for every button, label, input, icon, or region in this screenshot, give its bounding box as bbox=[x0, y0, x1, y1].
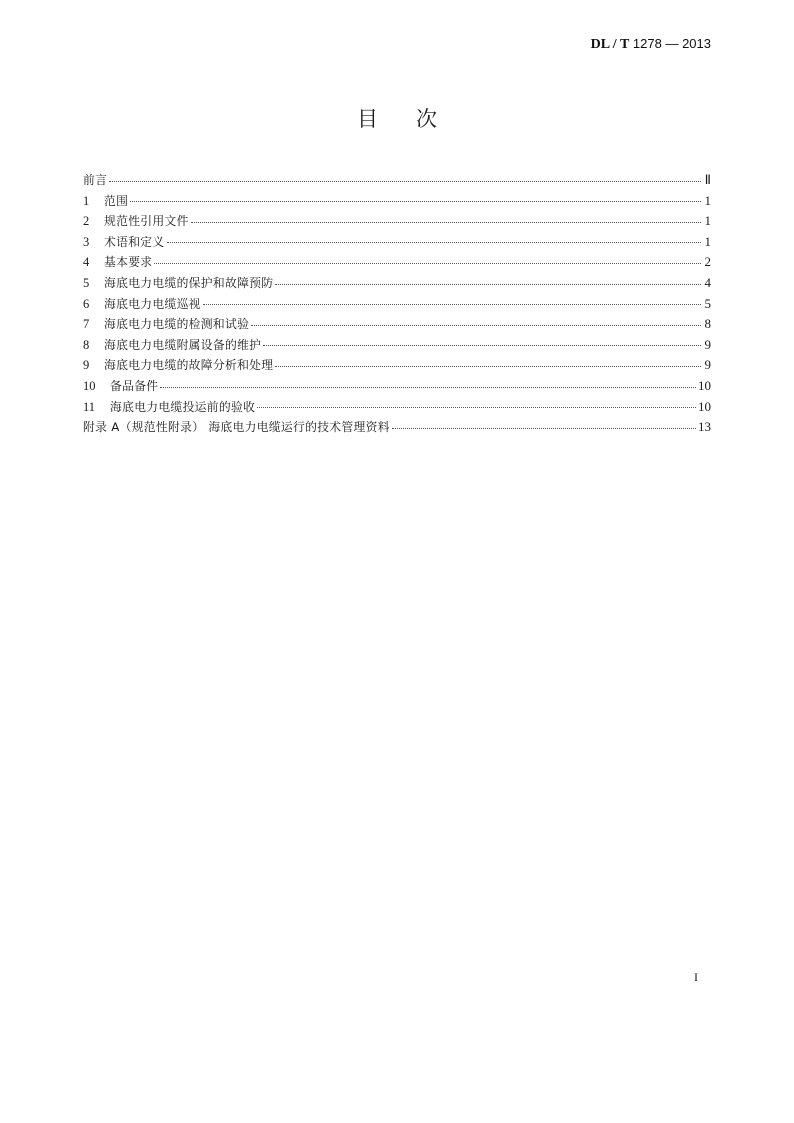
toc-entry-11[interactable] bbox=[83, 397, 711, 418]
toc-page-number: Ⅱ bbox=[704, 172, 711, 187]
toc-entry-4[interactable] bbox=[83, 252, 711, 273]
toc-entry-3[interactable] bbox=[83, 232, 711, 253]
toc-section-number: 5 bbox=[83, 275, 90, 290]
toc-leader-dots bbox=[275, 366, 701, 367]
toc-page-number: 5 bbox=[704, 295, 711, 311]
toc-page-number: 4 bbox=[704, 274, 711, 290]
toc-label: 附录 A（规范性附录） 海底电力电缆运行的技术管理资料 bbox=[83, 420, 390, 435]
toc-page-number: 8 bbox=[704, 316, 711, 332]
toc-section-number: 7 bbox=[83, 317, 90, 332]
page-title bbox=[0, 103, 794, 133]
toc-section-number: 10 bbox=[83, 378, 96, 393]
standard-number: 1278 bbox=[632, 36, 662, 51]
toc-entry-appendix-a[interactable] bbox=[83, 417, 711, 438]
toc-page-number: 9 bbox=[704, 357, 711, 373]
toc-section-number: 8 bbox=[83, 337, 90, 352]
table-of-contents bbox=[83, 170, 711, 438]
page-number: I bbox=[694, 970, 698, 984]
toc-page-number: 1 bbox=[704, 192, 711, 208]
toc-label: 术语和定义 bbox=[104, 234, 165, 249]
toc-label: 海底电力电缆的故障分析和处理 bbox=[104, 358, 274, 373]
title-char-2: 次 bbox=[416, 107, 437, 131]
toc-label: 海底电力电缆巡视 bbox=[104, 296, 201, 311]
toc-label: 备品备件 bbox=[110, 378, 159, 393]
toc-section-number: 3 bbox=[83, 234, 90, 249]
toc-page-number: 1 bbox=[704, 233, 711, 249]
toc-leader-dots bbox=[251, 325, 701, 326]
toc-leader-dots bbox=[167, 242, 702, 243]
toc-section-number: 1 bbox=[83, 193, 90, 208]
toc-leader-dots bbox=[275, 284, 701, 285]
title-char-1: 目 bbox=[357, 107, 378, 131]
toc-label: 海底电力电缆投运前的验收 bbox=[110, 399, 256, 414]
toc-page-number: 9 bbox=[704, 336, 711, 352]
toc-entry-1[interactable] bbox=[83, 191, 711, 212]
toc-entry-7[interactable] bbox=[83, 314, 711, 335]
toc-section-number: 6 bbox=[83, 296, 90, 311]
toc-page-number: 10 bbox=[698, 377, 711, 393]
toc-leader-dots bbox=[203, 304, 701, 305]
toc-section-number: 2 bbox=[83, 214, 90, 229]
toc-label: 前言 bbox=[83, 173, 108, 187]
toc-label: 海底电力电缆附属设备的维护 bbox=[104, 337, 262, 352]
toc-label: 规范性引用文件 bbox=[104, 214, 189, 229]
toc-entry-9[interactable] bbox=[83, 355, 711, 376]
toc-leader-dots bbox=[109, 181, 701, 182]
toc-entry-foreword[interactable] bbox=[83, 170, 711, 191]
toc-section-number: 11 bbox=[83, 399, 96, 414]
toc-label: 海底电力电缆的检测和试验 bbox=[104, 317, 250, 332]
standard-prefix: DL / T bbox=[590, 37, 630, 52]
toc-entry-2[interactable] bbox=[83, 211, 711, 232]
toc-entry-6[interactable] bbox=[83, 294, 711, 315]
toc-page-number: 10 bbox=[698, 398, 711, 414]
toc-label: 基本要求 bbox=[104, 255, 153, 270]
toc-leader-dots bbox=[392, 428, 696, 429]
toc-leader-dots bbox=[130, 201, 701, 202]
toc-label: 范围 bbox=[104, 193, 129, 208]
toc-page-number: 2 bbox=[704, 254, 711, 270]
toc-entry-5[interactable] bbox=[83, 273, 711, 294]
toc-page-number: 1 bbox=[704, 213, 711, 229]
toc-section-number: 9 bbox=[83, 358, 90, 373]
toc-section-number: 4 bbox=[83, 255, 90, 270]
standard-year: 2013 bbox=[682, 36, 711, 51]
toc-leader-dots bbox=[191, 222, 701, 223]
toc-leader-dots bbox=[263, 345, 701, 346]
toc-label: 海底电力电缆的保护和故障预防 bbox=[104, 275, 274, 290]
toc-entry-8[interactable] bbox=[83, 335, 711, 356]
toc-entry-10[interactable] bbox=[83, 376, 711, 397]
toc-leader-dots bbox=[257, 407, 696, 408]
standard-code bbox=[591, 36, 711, 53]
standard-dash: — bbox=[665, 36, 679, 51]
toc-page-number: 13 bbox=[698, 419, 711, 435]
toc-leader-dots bbox=[160, 387, 696, 388]
toc-leader-dots bbox=[154, 263, 701, 264]
